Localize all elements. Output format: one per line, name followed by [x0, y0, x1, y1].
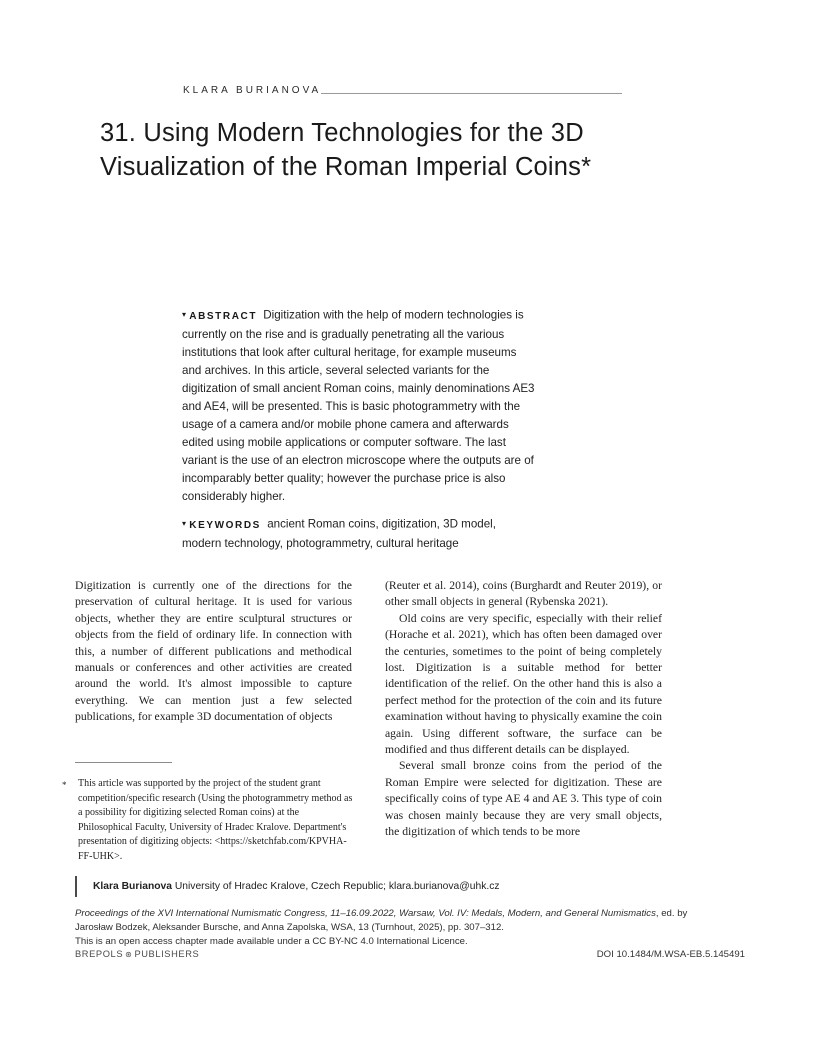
keywords-text: ancient Roman coins, digitization, 3D model, modern technology, photogrammetry, cultural heritage [182, 517, 496, 550]
body-column-right [385, 578, 662, 841]
abstract-text: Digitization with the help of modern technologies is currently on the rise and is gradually penetrating all the various institutions that look after cultural heritage, for example museums and archives. In this article, several selected variants for the digitization of small ancient Roman coins, mainly denominations AE3 and AE4, will be presented. This is basic photogrammetry with the usage of a camera and/or mobile phone camera and afterwards edited using mobile applications or computer software. The last variant is the use of an electron microscope where the outputs are of incomparably better quality; however the purchase price is also considerably higher. [182, 308, 535, 503]
header-rule [321, 93, 622, 94]
footnote-text: This article was supported by the project of the student grant competition/specific research (Using the photogrammetry method as a possibility for digitizing selected Roman coins) at the Philosophical Faculty, University of Hradec Kralove. Department's presentation of digitizing objects: <https://sketchfab.com/KPVHA-FF-UHK>. [78, 778, 353, 862]
abstract-block [182, 306, 538, 506]
abstract-label: ABSTRACT [189, 310, 258, 322]
footnote-marker: * [62, 780, 67, 790]
abstract-triangle-icon: ▾ [182, 310, 187, 319]
body-column-left [75, 578, 352, 726]
body-paragraph: (Reuter et al. 2014), coins (Burghardt and Reuter 2019), or other small objects in general (Rybenska 2021). [385, 579, 662, 609]
author-affiliation: University of Hradec Kralove, Czech Republic; klara.burianova@uhk.cz [171, 881, 500, 892]
body-paragraph: Old coins are very specific, especially with their relief (Horache et al. 2021), which has often been damaged over the centuries, sometimes to the point of being completely lost. Digitization is a suitable method for better identification of the relief. On the other hand this is also a perfect method for the protection of the coin and its future examination without having to physically examine the coin again. Using different software, the surface can be modified and thus different details can be displayed. [385, 611, 662, 757]
keywords-label: KEYWORDS [189, 519, 261, 531]
brepols-mark-icon: ⊛ [125, 950, 133, 959]
footer-credits [75, 907, 745, 948]
keywords-block [182, 515, 538, 553]
publisher-imprint [75, 949, 199, 959]
footer-editors-line: Jarosław Bodzek, Aleksander Bursche, and Anna Zapolska, WSA, 13 (Turnhout, 2025), pp. 307–312. [75, 921, 504, 933]
chapter-title: 31. Using Modern Technologies for the 3D Visualization of the Roman Imperial Coins* [100, 119, 592, 181]
publisher-name: BREPOLS [75, 949, 124, 959]
body-paragraph: Several small bronze coins from the period of the Roman Empire were selected for digitization. These are specifically coins of type AE 4 and AE 3. This type of coin was chosen mainly because they are very small objects, the digitization of which tends to be more [385, 759, 662, 839]
keywords-triangle-icon: ▾ [182, 519, 187, 528]
footer-bottom-row [75, 949, 745, 960]
doi-text: DOI 10.1484/M.WSA-EB.5.145491 [596, 949, 745, 960]
running-head-author: KLARA BURIANOVA [183, 85, 322, 96]
footnote-rule [75, 762, 172, 763]
publisher-word: PUBLISHERS [134, 949, 200, 959]
author-name: Klara Burianova [93, 881, 172, 892]
author-line-bar [75, 876, 77, 897]
proceedings-title: Proceedings of the XVI International Numismatic Congress, 11–16.09.2022, Warsaw, Vol. IV: Medals, Modern, and General Numismatics [75, 908, 656, 919]
proceedings-edby: , ed. by [655, 908, 688, 919]
body-paragraph: Digitization is currently one of the directions for the preservation of cultural heritage. It is used for various objects, whether they are entire sculptural structures or objects from the field of ordinary life. In connection with this, a number of different publications and methodical manuals or conferences and other activities are created around the world. It's almost impossible to capture everything. We can mention just a few selected publications, for example 3D documentation of objects [75, 579, 352, 724]
footer-licence-line: This is an open access chapter made available under a CC BY-NC 4.0 International Licence. [75, 935, 468, 947]
author-affiliation-line [93, 881, 500, 892]
footnote [62, 777, 354, 865]
